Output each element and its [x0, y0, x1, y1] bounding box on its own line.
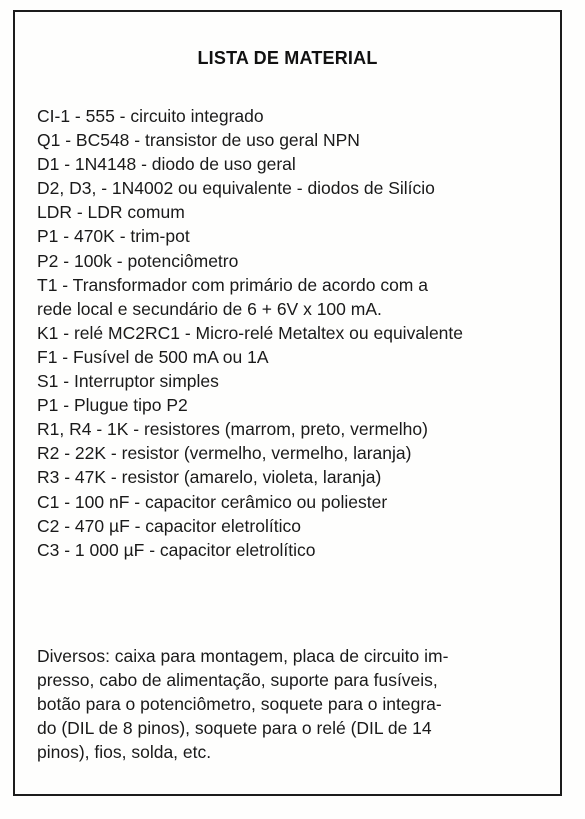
- diversos-line: pinos), fios, solda, etc.: [37, 742, 212, 763]
- material-list: [37, 104, 561, 562]
- list-item: P1 - 470K - trim-pot: [37, 226, 190, 247]
- list-item: D2, D3, - 1N4002 ou equivalente - diodos de Silício: [37, 178, 435, 199]
- diversos-line: do (DIL de 8 pinos), soquete para o relé (DIL de 14: [37, 718, 432, 739]
- list-item: R2 - 22K - resistor (vermelho, vermelho, laranja): [37, 443, 412, 464]
- diversos-line: presso, cabo de alimentação, suporte para fusíveis,: [37, 670, 438, 691]
- list-item: C2 - 470 µF - capacitor eletrolítico: [37, 515, 301, 536]
- diversos-line: botão para o potenciômetro, soquete para o integra-: [37, 694, 442, 715]
- list-item: Q1 - BC548 - transistor de uso geral NPN: [37, 130, 360, 151]
- list-item: T1 - Transformador com primário de acordo com a: [37, 274, 428, 295]
- list-item: S1 - Interruptor simples: [37, 371, 219, 392]
- list-item: P2 - 100k - potenciômetro: [37, 250, 239, 271]
- material-list-frame: [13, 10, 562, 796]
- list-item: K1 - relé MC2RC1 - Micro-relé Metaltex ou equivalente: [37, 322, 463, 343]
- list-item: R1, R4 - 1K - resistores (marrom, preto, vermelho): [37, 419, 428, 440]
- diversos-paragraph: [37, 644, 561, 764]
- list-item: C3 - 1 000 µF - capacitor eletrolítico: [37, 539, 316, 560]
- list-item: C1 - 100 nF - capacitor cerâmico ou poliester: [37, 491, 388, 512]
- list-item: LDR - LDR comum: [37, 202, 185, 223]
- list-item: D1 - 1N4148 - diodo de uso geral: [37, 154, 296, 175]
- list-item: CI-1 - 555 - circuito integrado: [37, 106, 264, 126]
- diversos-line: Diversos: caixa para montagem, placa de circuito im-: [37, 646, 449, 666]
- list-item: P1 - Plugue tipo P2: [37, 395, 188, 416]
- list-item: F1 - Fusível de 500 mA ou 1A: [37, 346, 269, 367]
- list-item: rede local e secundário de 6 + 6V x 100 mA.: [37, 298, 382, 319]
- list-title: LISTA DE MATERIAL: [197, 48, 378, 68]
- list-item: R3 - 47K - resistor (amarelo, violeta, laranja): [37, 467, 382, 488]
